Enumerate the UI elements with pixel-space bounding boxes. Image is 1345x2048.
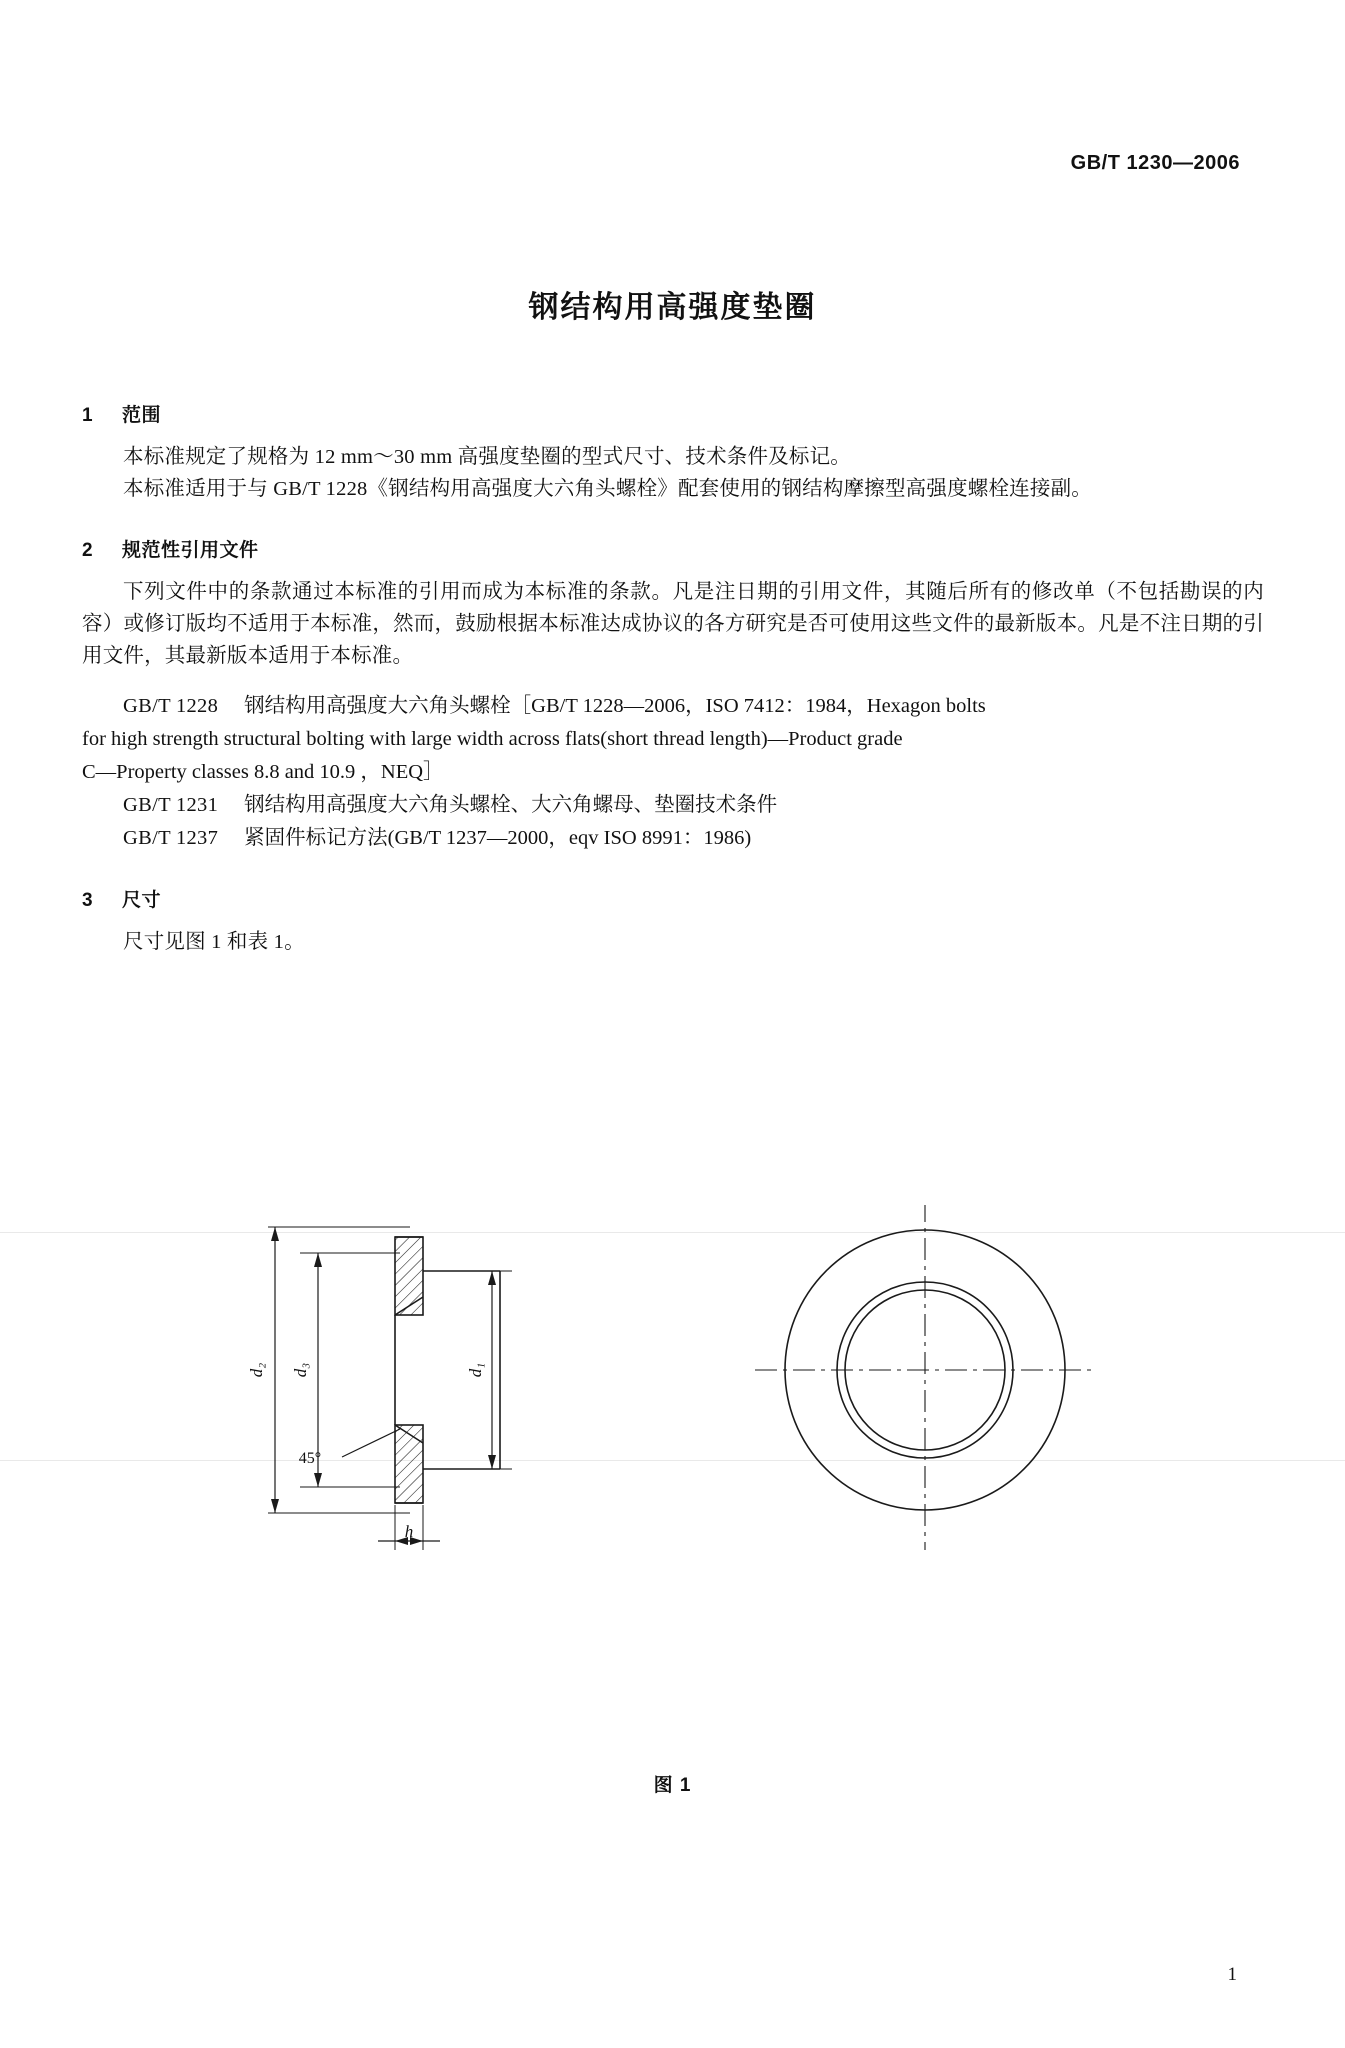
section-title-1: 范围 <box>122 405 162 426</box>
reference-text: 紧固件标记方法(GB/T 1237—2000，eqv ISO 8991：1986) <box>244 827 752 849</box>
section-number-3: 3 <box>82 890 94 911</box>
section-title-3: 尺寸 <box>122 890 162 911</box>
section-heading-3 <box>82 885 1264 912</box>
page-title: 钢结构用高强度垫圈 <box>528 291 817 324</box>
reference-continuation: for high strength structural bolting with large width across flats(short thread length)—Product grade <box>82 728 903 750</box>
reference-text: 钢结构用高强度大六角头螺栓［GB/T 1228—2006，ISO 7412：1984，Hexagon bolts <box>244 695 986 717</box>
section-heading-2 <box>82 535 1264 562</box>
section-heading-1 <box>82 400 1264 427</box>
dimension-label-d2: d₂ <box>247 1362 266 1378</box>
reference-id: GB/T 1231 <box>123 794 219 816</box>
figure-caption: 图 1 <box>653 1775 692 1796</box>
section-1-paragraph-2: 本标准适用于与 GB/T 1228《钢结构用高强度大六角头螺栓》配套使用的钢结构摩擦型高强度螺栓连接副。 <box>123 478 1092 500</box>
section-title-2: 规范性引用文件 <box>122 540 259 561</box>
page-number: 1 <box>1227 1964 1237 1985</box>
dimension-label-d3: d₃ <box>291 1362 310 1378</box>
section-3-paragraph-1: 尺寸见图 1 和表 1。 <box>123 931 305 953</box>
dimension-label-h: h <box>404 1522 414 1541</box>
dimension-label-d1: d₁ <box>466 1362 485 1378</box>
reference-id: GB/T 1237 <box>123 827 219 849</box>
dimension-label-chamfer-angle: 45° <box>298 1450 322 1467</box>
section-1-paragraph-1: 本标准规定了规格为 12 mm～30 mm 高强度垫圈的型式尺寸、技术条件及标记。 <box>123 446 851 468</box>
reference-item <box>82 822 1264 855</box>
reference-item <box>82 789 1264 822</box>
washer-technical-drawing <box>0 1205 1345 1835</box>
document-body <box>82 400 1264 958</box>
reference-continuation: C—Property classes 8.8 and 10.9 ，NEQ］ <box>82 761 444 783</box>
section-number-2: 2 <box>82 540 94 561</box>
section-2-paragraph-1: 下列文件中的条款通过本标准的引用而成为本标准的条款。凡是注日期的引用文件，其随后所有的修改单（不包括勘误的内容）或修订版均不适用于本标准，然而，鼓励根据本标准达成协议的各方研究是否可使用这些文件的最新版本。凡是不注日期的引用文件，其最新版本适用于本标准。 <box>82 581 1264 667</box>
figure-1-drawing <box>0 1205 1345 1835</box>
standard-number-header: GB/T 1230—2006 <box>1070 152 1240 174</box>
reference-id: GB/T 1228 <box>123 695 219 717</box>
section-number-1: 1 <box>82 405 94 426</box>
reference-text: 钢结构用高强度大六角头螺栓、大六角螺母、垫圈技术条件 <box>244 794 778 816</box>
reference-item <box>82 690 1264 723</box>
